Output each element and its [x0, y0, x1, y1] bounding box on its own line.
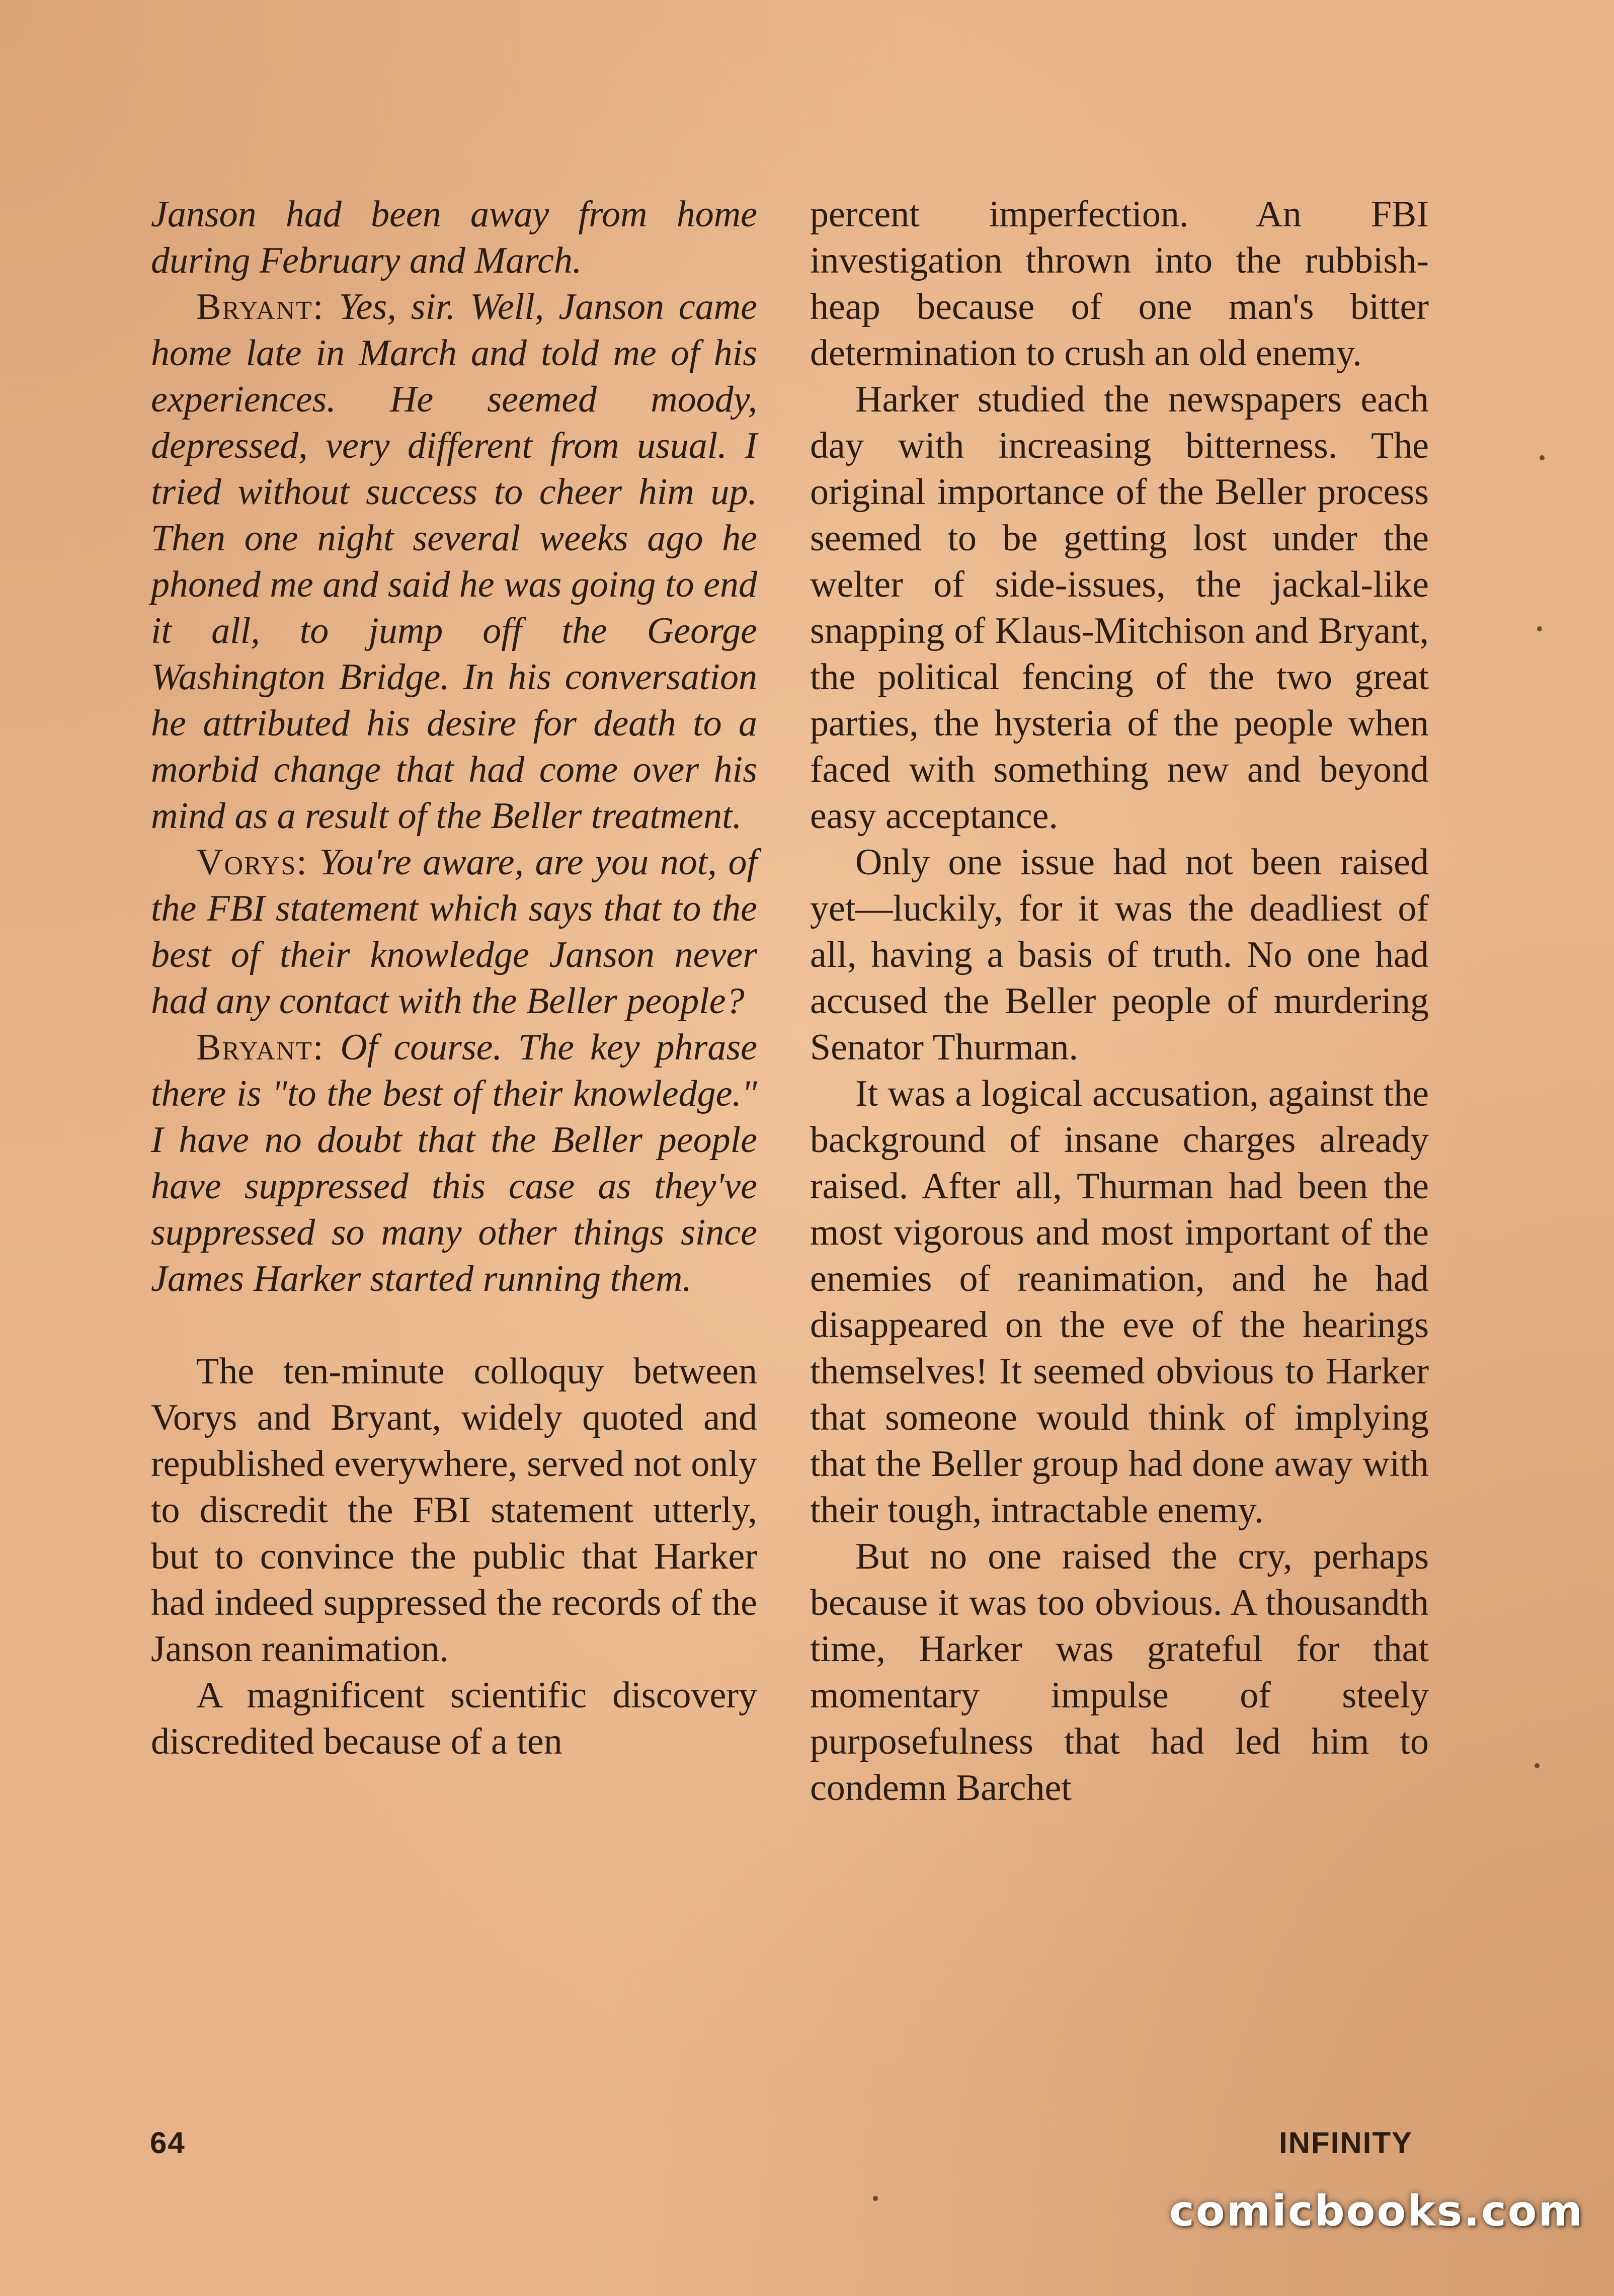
body-paragraph: It was a logical accusation, against the background of insane charges already raised. After all, Thurman had been the most vigorous and most important of the enemies of reanimation, and he had disappeared on the eve of the hearings themselves! It seemed obvious to Harker that someone would think of implying that the Beller group had done away with their tough, intractable enemy. [810, 1073, 1429, 1531]
speaker-label: Bryant: [196, 1027, 325, 1068]
testimony-line: Vorys: You're aware, are you not, of the FBI statement which says that to the best of their knowledge Janson never had any contact with the Beller people? [151, 842, 758, 1022]
testimony-block [151, 191, 757, 1302]
ink-speck-decoration [873, 2196, 878, 2201]
testimony-line: Bryant: Yes, sir. Well, Janson came home late in March and told me of his experiences. He seemed moody, depressed, very different from usual. I tried without success to cheer him up. Then one night several weeks ago he phoned me and said he was going to end it all, to jump off the George Washington Bridge. In his conversation he attributed his desire for death to a morbid change that had come over his mind as a result of the Beller treatment. [151, 286, 758, 837]
page-number: 64 [150, 2126, 186, 2160]
left-column [151, 191, 757, 1765]
testimony-line: Janson had been away from home during February and March. [151, 194, 757, 281]
magazine-title: INFINITY [1279, 2126, 1413, 2160]
body-paragraph: Only one issue had not been raised yet—luckily, for it was the deadliest of all, having a basis of truth. No one had accused the Beller people of murdering Senator Thurman. [810, 842, 1429, 1068]
ink-speck-decoration [1540, 455, 1545, 460]
speaker-label: Bryant: [196, 286, 325, 327]
speaker-label: Vorys: [196, 842, 308, 883]
body-paragraph: A magnificent scientific discovery discredited because of a ten [151, 1675, 757, 1762]
testimony-line: Bryant: Of course. The key phrase there is "to the best of their knowledge." I have no doubt that the Beller people have suppressed this case as they've suppressed so many other things since James Harker started running them. [151, 1027, 757, 1299]
body-paragraph: percent imperfection. An FBI investigation thrown into the rubbish-heap because of one man's bitter determination to crush an old enemy. [810, 194, 1429, 374]
body-paragraph: The ten-minute colloquy between Vorys and Bryant, widely quoted and republished everywhere, served not only to discredit the FBI statement utterly, but to convince the public that Harker had indeed suppressed the records of the Janson reanimation. [151, 1351, 757, 1670]
body-paragraph: Harker studied the newspapers each day with increasing bitterness. The original importance of the Beller process seemed to be getting lost under the welter of side-issues, the jackal-like snapping of Klaus-Mitchison and Bryant, the political fencing of the two great parties, the hysteria of the people when faced with something new and beyond easy acceptance. [810, 379, 1429, 837]
right-column [810, 191, 1429, 1811]
body-paragraph: But no one raised the cry, perhaps because it was too obvious. A thousandth time, Harker was grateful for that momentary impulse of steely purposefulness that had led him to condemn Barchet [810, 1536, 1429, 1809]
watermark: comicbooks.com [1169, 2186, 1584, 2236]
ink-speck-decoration [1537, 626, 1542, 631]
ink-speck-decoration [1535, 1763, 1540, 1768]
